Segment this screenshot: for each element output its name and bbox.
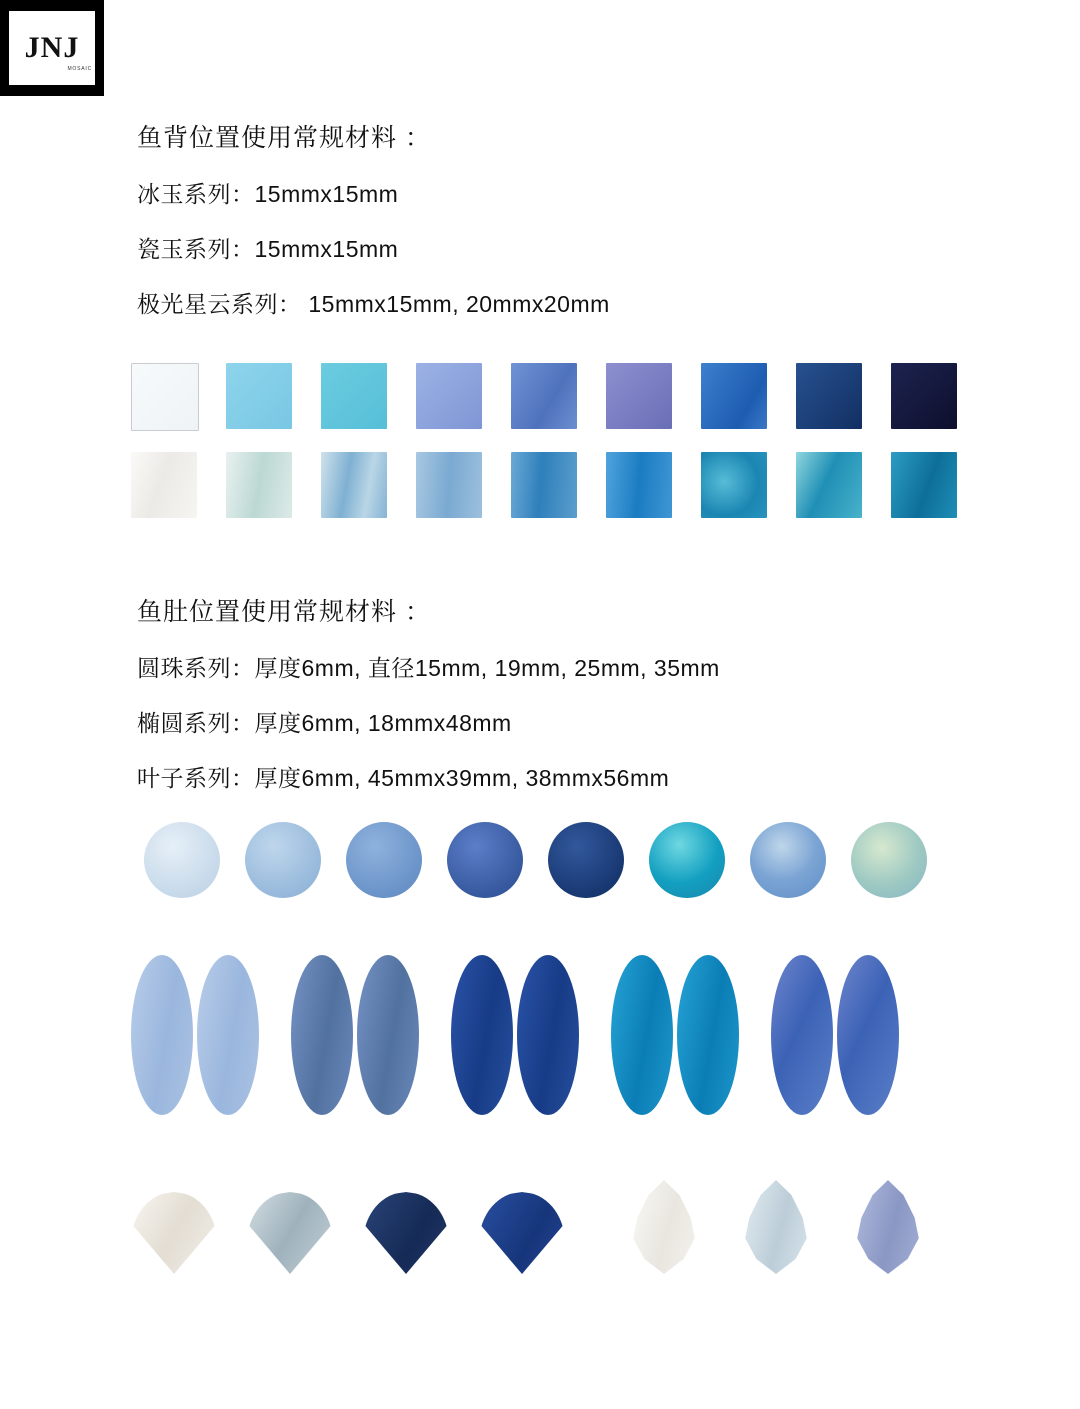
bead-light-blue-cell <box>232 822 333 898</box>
bead-pale-blue <box>144 822 220 898</box>
section-1-spec-3: 极光星云系列： 15mmx15mm, 20mmx20mm <box>137 291 610 317</box>
ellipse-royal-blue-pair <box>451 955 583 1115</box>
swatch-soft-blue <box>416 452 482 518</box>
swatch-white <box>131 363 199 431</box>
section-1-text <box>137 118 610 341</box>
swatch-dark-indigo <box>891 363 957 429</box>
leaf-white <box>629 1180 699 1274</box>
ellipse-iridescent-violet-pair <box>771 955 903 1115</box>
fan-pearl-white <box>131 1192 217 1274</box>
ellipse-steel-blue <box>357 955 419 1115</box>
bead-iridescent-blue <box>750 822 826 898</box>
swatch-deep-teal <box>891 452 957 518</box>
leaf-ice-blue <box>741 1180 811 1274</box>
fan-navy <box>363 1192 449 1274</box>
bead-navy-cell <box>535 822 636 898</box>
leaf-swatch-row <box>131 1180 965 1274</box>
section-2-heading: 鱼肚位置使用常规材料 ： <box>137 598 431 626</box>
brand-tagline: MOSAIC <box>67 66 92 72</box>
ellipse-royal-blue <box>451 955 513 1115</box>
brand-logo <box>0 0 104 96</box>
ellipse-pale-blue-pair <box>131 955 263 1115</box>
bead-iridescent-green <box>851 822 927 898</box>
swatch-mint-pearl <box>226 452 292 518</box>
ellipse-royal-blue <box>517 955 579 1115</box>
swatch-bright-blue <box>606 452 672 518</box>
section-1-spec-1: 冰玉系列：15mmx15mm <box>137 181 399 207</box>
leaf-periwinkle <box>853 1180 923 1274</box>
bead-light-blue <box>245 822 321 898</box>
swatch-periwinkle <box>416 363 482 429</box>
swatch-navy <box>796 363 862 429</box>
ellipse-pale-blue <box>131 955 193 1115</box>
bead-iridescent-teal <box>649 822 725 898</box>
bead-swatch-row <box>131 822 939 898</box>
bead-royal-blue <box>447 822 523 898</box>
bead-iridescent-blue-cell <box>737 822 838 898</box>
swatch-aqua-marble <box>796 452 862 518</box>
swatch-azure <box>701 363 767 429</box>
fan-grey-blue <box>247 1192 333 1274</box>
fan-royal-blue <box>479 1192 565 1274</box>
brand-name: JNJ <box>24 31 80 64</box>
section-1-spec-2: 瓷玉系列：15mmx15mm <box>137 236 399 262</box>
ellipse-iridescent-violet <box>771 955 833 1115</box>
ellipse-steel-blue-pair <box>291 955 423 1115</box>
ellipse-pale-blue <box>197 955 259 1115</box>
swatch-blue-mid <box>511 363 577 429</box>
ellipse-cyan <box>677 955 739 1115</box>
swatch-violet <box>606 363 672 429</box>
swatch-teal-swirl <box>701 452 767 518</box>
section-2-spec-1: 圆珠系列：厚度6mm, 直径15mm, 19mm, 25mm, 35mm <box>137 655 720 681</box>
swatch-stream-blue <box>321 452 387 518</box>
bead-iridescent-green-cell <box>838 822 939 898</box>
ellipse-iridescent-violet <box>837 955 899 1115</box>
section-2-text <box>137 592 720 815</box>
swatch-sky-light <box>226 363 292 429</box>
ellipse-cyan <box>611 955 673 1115</box>
bead-blue-cell <box>333 822 434 898</box>
brand-logo-inner <box>9 11 95 85</box>
section-2-spec-3: 叶子系列：厚度6mm, 45mmx39mm, 38mmx56mm <box>137 765 670 791</box>
ellipse-steel-blue <box>291 955 353 1115</box>
swatch-cyan <box>321 363 387 429</box>
bead-royal-blue-cell <box>434 822 535 898</box>
swatch-pearl <box>131 452 197 518</box>
square-swatch-grid <box>131 363 986 522</box>
bead-pale-blue-cell <box>131 822 232 898</box>
bead-blue <box>346 822 422 898</box>
swatch-ocean <box>511 452 577 518</box>
ellipse-cyan-pair <box>611 955 743 1115</box>
bead-iridescent-teal-cell <box>636 822 737 898</box>
section-1-heading: 鱼背位置使用常规材料 ： <box>137 124 431 152</box>
ellipse-swatch-row <box>131 955 931 1115</box>
bead-navy <box>548 822 624 898</box>
section-2-spec-2: 椭圆系列：厚度6mm, 18mmx48mm <box>137 710 512 736</box>
